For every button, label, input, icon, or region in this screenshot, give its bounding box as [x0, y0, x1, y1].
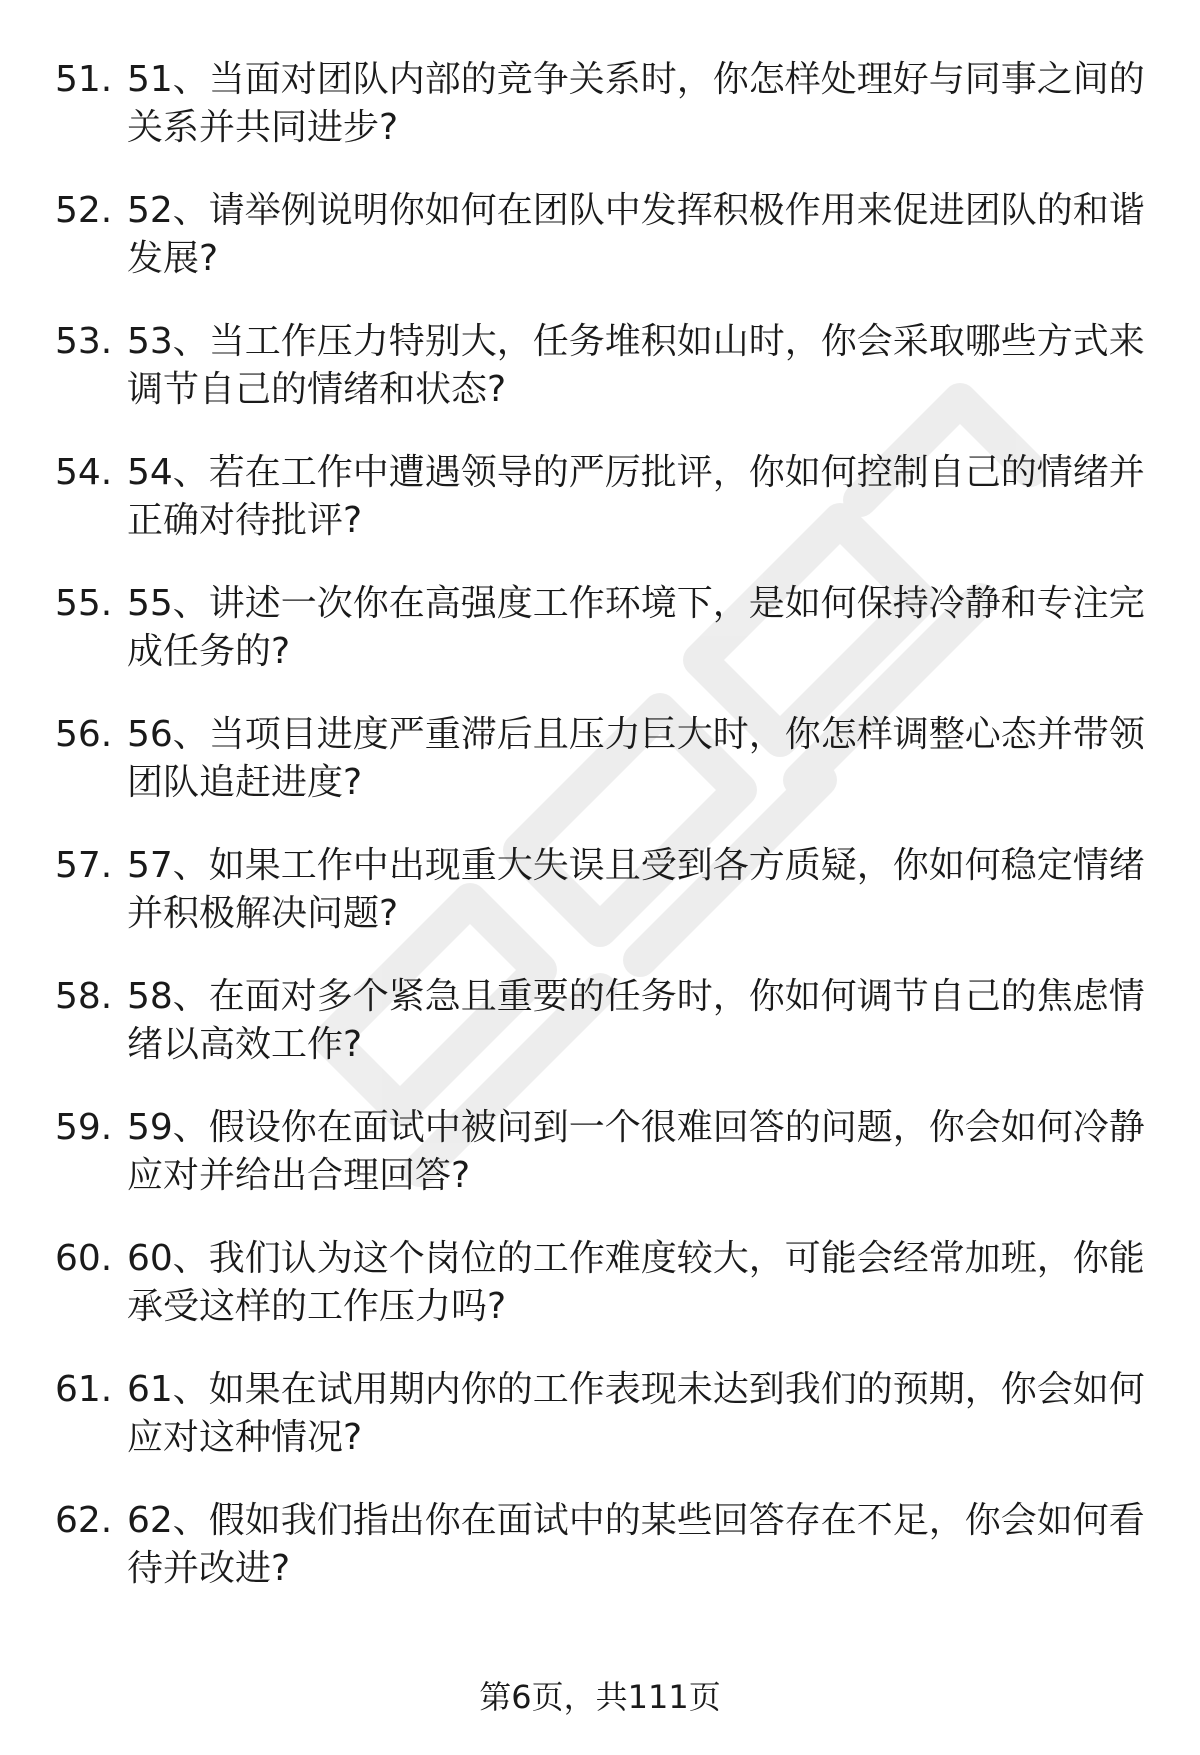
- question-number: 52.: [55, 190, 113, 231]
- question-item: [0, 318, 1200, 449]
- question-number: 60.: [55, 1238, 113, 1279]
- question-item: [0, 1497, 1200, 1628]
- question-text: 52、请举例说明你如何在团队中发挥积极作用来促进团队的和谐发展?: [127, 190, 1145, 279]
- question-item: [0, 973, 1200, 1104]
- question-number: 62.: [55, 1500, 113, 1541]
- question-text: 56、当项目进度严重滞后且压力巨大时，你怎样调整心态并带领团队追赶进度?: [127, 714, 1145, 803]
- question-text: 58、在面对多个紧急且重要的任务时，你如何调节自己的焦虑情绪以高效工作?: [127, 976, 1145, 1065]
- question-list: [0, 56, 1200, 1628]
- question-number: 55.: [55, 583, 113, 624]
- question-number: 53.: [55, 321, 113, 362]
- question-text: 53、当工作压力特别大，任务堆积如山时，你会采取哪些方式来调节自己的情绪和状态?: [127, 321, 1145, 410]
- question-text: 59、假设你在面试中被问到一个很难回答的问题，你会如何冷静应对并给出合理回答?: [127, 1107, 1145, 1196]
- question-text: 62、假如我们指出你在面试中的某些回答存在不足，你会如何看待并改进?: [127, 1500, 1145, 1589]
- question-number: 54.: [55, 452, 113, 493]
- question-text: 55、讲述一次你在高强度工作环境下，是如何保持冷静和专注完成任务的?: [127, 583, 1145, 672]
- question-number: 57.: [55, 845, 113, 886]
- question-item: [0, 1235, 1200, 1366]
- question-text: 51、当面对团队内部的竞争关系时，你怎样处理好与同事之间的关系并共同进步?: [127, 59, 1145, 148]
- page-footer: 第6页，共111页: [479, 1678, 721, 1716]
- question-item: [0, 1104, 1200, 1235]
- question-item: [0, 1366, 1200, 1497]
- question-text: 57、如果工作中出现重大失误且受到各方质疑，你如何稳定情绪并积极解决问题?: [127, 845, 1145, 934]
- question-number: 61.: [55, 1369, 113, 1410]
- question-number: 51.: [55, 59, 113, 100]
- question-item: [0, 580, 1200, 711]
- question-item: [0, 711, 1200, 842]
- question-text: 54、若在工作中遭遇领导的严厉批评，你如何控制自己的情绪并正确对待批评?: [127, 452, 1145, 541]
- question-item: [0, 449, 1200, 580]
- question-text: 60、我们认为这个岗位的工作难度较大，可能会经常加班，你能承受这样的工作压力吗?: [127, 1238, 1145, 1327]
- question-item: [0, 56, 1200, 187]
- question-item: [0, 842, 1200, 973]
- question-item: [0, 187, 1200, 318]
- question-text: 61、如果在试用期内你的工作表现未达到我们的预期，你会如何应对这种情况?: [127, 1369, 1145, 1458]
- question-number: 58.: [55, 976, 113, 1017]
- question-number: 56.: [55, 714, 113, 755]
- question-number: 59.: [55, 1107, 113, 1148]
